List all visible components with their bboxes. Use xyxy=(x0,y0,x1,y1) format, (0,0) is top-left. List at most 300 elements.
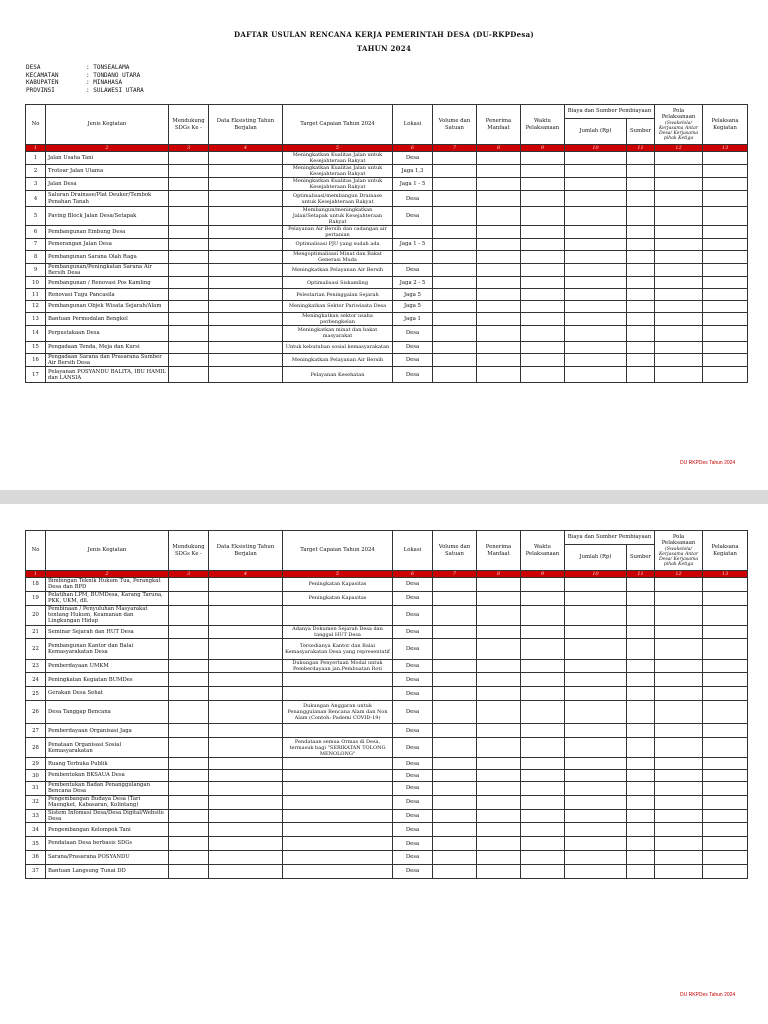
row-pola xyxy=(655,289,703,301)
row-target-capaian: Membangun/meningkatkan Jalan/Setapak untuk Kesejahteraan Rakyat xyxy=(283,207,393,226)
header-jumlah: Jumlah (Rp) xyxy=(565,545,627,571)
row-pola xyxy=(655,687,703,701)
row-lokasi: Jaga 1,3 xyxy=(393,165,433,178)
row-jenis-kegiatan: Sarana/Prasarana POSYANDU xyxy=(46,850,169,864)
row-jumlah xyxy=(565,207,627,226)
row-lokasi: Desa xyxy=(393,605,433,625)
row-lokasi xyxy=(393,250,433,263)
row-sdgs xyxy=(169,864,209,878)
row-volume xyxy=(433,659,477,673)
row-jumlah xyxy=(565,781,627,795)
row-jumlah xyxy=(565,312,627,325)
row-jumlah xyxy=(565,341,627,353)
row-volume xyxy=(433,758,477,770)
table-row xyxy=(26,823,748,837)
table-row xyxy=(26,301,748,313)
table-row xyxy=(26,165,748,178)
row-jenis-kegiatan: Gerakan Desa Sehat xyxy=(46,687,169,701)
row-sumber xyxy=(627,850,655,864)
header-target-capaian: Target Capaian Tahun 2024 xyxy=(283,105,393,145)
row-waktu xyxy=(521,277,565,289)
row-pelaksana xyxy=(703,809,748,823)
row-pelaksana xyxy=(703,864,748,878)
row-volume xyxy=(433,178,477,191)
row-penerima xyxy=(477,758,521,770)
row-target-capaian: Meningkatkan Pelayanan Air Bersih xyxy=(283,353,393,367)
row-penerima xyxy=(477,207,521,226)
table-row xyxy=(26,724,748,738)
row-jumlah xyxy=(565,795,627,809)
row-lokasi: Desa xyxy=(393,191,433,207)
row-volume xyxy=(433,837,477,851)
row-penerima xyxy=(477,250,521,263)
row-jenis-kegiatan: Pembentukan BKSAUA Desa xyxy=(46,770,169,782)
table-row xyxy=(26,191,748,207)
row-sdgs xyxy=(169,341,209,353)
header-pola-title: Pola Pelaksanaan xyxy=(661,533,696,547)
row-sdgs xyxy=(169,781,209,795)
header-sumber: Sumber xyxy=(627,119,655,145)
row-lokasi: Desa xyxy=(393,341,433,353)
row-pelaksana xyxy=(703,367,748,383)
table-row xyxy=(26,250,748,263)
row-jumlah xyxy=(565,289,627,301)
table-row xyxy=(26,325,748,341)
row-sumber xyxy=(627,301,655,313)
row-lokasi: Desa xyxy=(393,850,433,864)
row-volume xyxy=(433,239,477,251)
row-jenis-kegiatan: Pengembangan Kelompok Tani xyxy=(46,823,169,837)
row-sumber xyxy=(627,178,655,191)
row-sdgs xyxy=(169,226,209,239)
row-number: 6 xyxy=(26,226,46,239)
row-lokasi: Desa xyxy=(393,837,433,851)
row-waktu xyxy=(521,687,565,701)
row-lokasi: Jaga 5 xyxy=(393,289,433,301)
row-data-eksisting xyxy=(209,239,283,251)
row-jumlah xyxy=(565,673,627,687)
row-pola xyxy=(655,738,703,758)
row-pola xyxy=(655,263,703,277)
row-jumlah xyxy=(565,152,627,165)
row-target-capaian xyxy=(283,850,393,864)
header-jumlah: Jumlah (Rp) xyxy=(565,119,627,145)
row-volume xyxy=(433,250,477,263)
row-pelaksana xyxy=(703,325,748,341)
row-data-eksisting xyxy=(209,178,283,191)
row-sumber xyxy=(627,152,655,165)
rkp-table-page-2 xyxy=(25,530,748,879)
column-number: 7 xyxy=(433,571,477,578)
row-pola xyxy=(655,673,703,687)
row-lokasi: Desa xyxy=(393,578,433,592)
row-jumlah xyxy=(565,700,627,724)
row-lokasi: Desa xyxy=(393,781,433,795)
row-data-eksisting xyxy=(209,700,283,724)
row-number: 30 xyxy=(26,770,46,782)
row-target-capaian: Optimalisasi Siskamling xyxy=(283,277,393,289)
row-jenis-kegiatan: Jalan Desa xyxy=(46,178,169,191)
row-lokasi: Desa xyxy=(393,263,433,277)
row-number: 19 xyxy=(26,591,46,605)
row-target-capaian xyxy=(283,809,393,823)
row-lokasi: Desa xyxy=(393,809,433,823)
row-penerima xyxy=(477,325,521,341)
header-data-eksisting: Data Eksisting Tahun Berjalan xyxy=(209,105,283,145)
row-penerima xyxy=(477,687,521,701)
column-number: 11 xyxy=(627,145,655,152)
row-data-eksisting xyxy=(209,639,283,659)
table-row xyxy=(26,770,748,782)
row-sumber xyxy=(627,578,655,592)
row-volume xyxy=(433,591,477,605)
row-pelaksana xyxy=(703,823,748,837)
row-volume xyxy=(433,263,477,277)
row-volume xyxy=(433,864,477,878)
row-sumber xyxy=(627,367,655,383)
row-sumber xyxy=(627,659,655,673)
row-sumber xyxy=(627,864,655,878)
row-jumlah xyxy=(565,239,627,251)
row-volume xyxy=(433,341,477,353)
table-row xyxy=(26,263,748,277)
row-jenis-kegiatan: Sistem Infomasi Desa/Desa Digital/Website Desa xyxy=(46,809,169,823)
table-row xyxy=(26,850,748,864)
row-penerima xyxy=(477,341,521,353)
header-penerima-manfaat: Penerima Manfaat xyxy=(477,105,521,145)
row-waktu xyxy=(521,837,565,851)
row-pelaksana xyxy=(703,673,748,687)
row-target-capaian xyxy=(283,837,393,851)
row-waktu xyxy=(521,207,565,226)
row-pola xyxy=(655,625,703,639)
header-volume-satuan: Volume dan Satuan xyxy=(433,531,477,571)
row-jenis-kegiatan: Pelatihan LPM, BUMDesa, Karang Taruna, PKK, UKM, dll. xyxy=(46,591,169,605)
row-waktu xyxy=(521,301,565,313)
row-pelaksana xyxy=(703,639,748,659)
row-jumlah xyxy=(565,165,627,178)
row-target-capaian: Untuk kebutuhan sosial kemasyarakatan xyxy=(283,341,393,353)
row-target-capaian xyxy=(283,823,393,837)
row-sumber xyxy=(627,341,655,353)
row-waktu xyxy=(521,178,565,191)
row-sdgs xyxy=(169,605,209,625)
row-sdgs xyxy=(169,367,209,383)
table-row xyxy=(26,591,748,605)
row-jenis-kegiatan: Pemberdayaan Organisasi Jaga xyxy=(46,724,169,738)
header-pola-title: Pola Pelaksanaan xyxy=(661,107,696,121)
row-penerima xyxy=(477,781,521,795)
row-waktu xyxy=(521,639,565,659)
row-sdgs xyxy=(169,809,209,823)
column-number: 6 xyxy=(393,145,433,152)
row-pelaksana xyxy=(703,738,748,758)
table-row xyxy=(26,239,748,251)
row-jumlah xyxy=(565,758,627,770)
header-jenis-kegiatan: Jenis Kegiatan xyxy=(46,531,169,571)
row-lokasi: Jaga 1 - 5 xyxy=(393,239,433,251)
row-target-capaian xyxy=(283,758,393,770)
row-pola xyxy=(655,239,703,251)
column-number: 5 xyxy=(283,571,393,578)
row-pola xyxy=(655,795,703,809)
row-sdgs xyxy=(169,312,209,325)
row-volume xyxy=(433,809,477,823)
row-pelaksana xyxy=(703,152,748,165)
table-row xyxy=(26,837,748,851)
row-number: 7 xyxy=(26,239,46,251)
row-target-capaian: Peningkatan Kapasitas xyxy=(283,578,393,592)
row-sumber xyxy=(627,781,655,795)
info-row-provinsi: PROVINSI : SULAWESI UTARA xyxy=(26,86,144,94)
row-pola xyxy=(655,301,703,313)
row-waktu xyxy=(521,591,565,605)
row-jumlah xyxy=(565,191,627,207)
row-target-capaian: Meningkatkan sektor usaha perbengkelan xyxy=(283,312,393,325)
row-jumlah xyxy=(565,353,627,367)
column-number: 9 xyxy=(521,145,565,152)
row-pola xyxy=(655,639,703,659)
row-lokasi: Desa xyxy=(393,639,433,659)
row-number: 28 xyxy=(26,738,46,758)
row-sumber xyxy=(627,226,655,239)
row-penerima xyxy=(477,301,521,313)
header-data-eksisting: Data Eksisting Tahun Berjalan xyxy=(209,531,283,571)
row-number: 27 xyxy=(26,724,46,738)
row-target-capaian: Dukungan Anggaran untuk Penanggulanan Bencana Alam dan Non Alam (Contoh: Pademi COVID-19) xyxy=(283,700,393,724)
row-waktu xyxy=(521,864,565,878)
column-number: 8 xyxy=(477,571,521,578)
row-data-eksisting xyxy=(209,781,283,795)
row-lokasi: Desa xyxy=(393,591,433,605)
row-jenis-kegiatan: Peningkatan Kegiatan BUMDes xyxy=(46,673,169,687)
column-number: 13 xyxy=(703,145,748,152)
row-number: 12 xyxy=(26,301,46,313)
row-pelaksana xyxy=(703,178,748,191)
row-waktu xyxy=(521,578,565,592)
row-data-eksisting xyxy=(209,226,283,239)
row-penerima xyxy=(477,809,521,823)
row-jumlah xyxy=(565,659,627,673)
row-number: 23 xyxy=(26,659,46,673)
row-volume xyxy=(433,289,477,301)
row-pelaksana xyxy=(703,239,748,251)
row-lokasi: Desa xyxy=(393,738,433,758)
row-data-eksisting xyxy=(209,738,283,758)
row-data-eksisting xyxy=(209,837,283,851)
row-jumlah xyxy=(565,850,627,864)
row-penerima xyxy=(477,226,521,239)
row-pola xyxy=(655,191,703,207)
footer-note: DU RKPDes Tahun 2024 xyxy=(680,460,736,466)
row-number: 5 xyxy=(26,207,46,226)
row-sumber xyxy=(627,191,655,207)
row-sdgs xyxy=(169,850,209,864)
row-sumber xyxy=(627,758,655,770)
row-jumlah xyxy=(565,724,627,738)
row-data-eksisting xyxy=(209,207,283,226)
header-sdgs: Mendukung SDGs Ke - xyxy=(169,105,209,145)
row-penerima xyxy=(477,864,521,878)
table-row xyxy=(26,639,748,659)
row-data-eksisting xyxy=(209,165,283,178)
header-no: No xyxy=(26,105,46,145)
row-waktu xyxy=(521,781,565,795)
info-row-kabupaten: KABUPATEN : MINAHASA xyxy=(26,79,123,86)
row-sumber xyxy=(627,738,655,758)
row-jenis-kegiatan: Pendataan Desa berbasis SDGs xyxy=(46,837,169,851)
row-number: 25 xyxy=(26,687,46,701)
row-pelaksana xyxy=(703,578,748,592)
row-pola xyxy=(655,700,703,724)
row-volume xyxy=(433,353,477,367)
row-waktu xyxy=(521,226,565,239)
row-sumber xyxy=(627,724,655,738)
row-sdgs xyxy=(169,639,209,659)
header-lokasi: Lokasi xyxy=(393,531,433,571)
row-volume xyxy=(433,625,477,639)
row-sdgs xyxy=(169,289,209,301)
header-pola-desc: (Swakelola/ Kerjasama Antar Desa/ Kerjasama pihak Ketiga xyxy=(658,120,699,142)
row-pola xyxy=(655,864,703,878)
row-jumlah xyxy=(565,770,627,782)
row-sdgs xyxy=(169,823,209,837)
row-number: 14 xyxy=(26,325,46,341)
row-jenis-kegiatan: Ruang Terbuka Publik xyxy=(46,758,169,770)
row-data-eksisting xyxy=(209,591,283,605)
row-sdgs xyxy=(169,263,209,277)
table-row xyxy=(26,353,748,367)
row-number: 15 xyxy=(26,341,46,353)
row-data-eksisting xyxy=(209,605,283,625)
column-number: 2 xyxy=(46,145,169,152)
row-number: 8 xyxy=(26,250,46,263)
row-number: 21 xyxy=(26,625,46,639)
row-pelaksana xyxy=(703,781,748,795)
row-penerima xyxy=(477,591,521,605)
row-sdgs xyxy=(169,353,209,367)
row-lokasi: Jaga 5 xyxy=(393,301,433,313)
row-jenis-kegiatan: Renovasi Tugu Pancasila xyxy=(46,289,169,301)
column-number: 4 xyxy=(209,145,283,152)
row-volume xyxy=(433,700,477,724)
row-sumber xyxy=(627,605,655,625)
header-sdgs: Mendukung SDGs Ke - xyxy=(169,531,209,571)
row-waktu xyxy=(521,353,565,367)
row-number: 29 xyxy=(26,758,46,770)
column-number: 11 xyxy=(627,571,655,578)
row-pola xyxy=(655,165,703,178)
row-lokasi: Desa xyxy=(393,325,433,341)
row-data-eksisting xyxy=(209,250,283,263)
row-lokasi: Desa xyxy=(393,823,433,837)
table-row xyxy=(26,687,748,701)
row-target-capaian xyxy=(283,673,393,687)
row-penerima xyxy=(477,770,521,782)
row-number: 10 xyxy=(26,277,46,289)
row-number: 22 xyxy=(26,639,46,659)
row-sdgs xyxy=(169,250,209,263)
table-row xyxy=(26,226,748,239)
row-lokasi: Jaga 1 - 5 xyxy=(393,178,433,191)
row-data-eksisting xyxy=(209,191,283,207)
row-pelaksana xyxy=(703,758,748,770)
row-data-eksisting xyxy=(209,770,283,782)
page-1 xyxy=(0,0,768,490)
row-pelaksana xyxy=(703,263,748,277)
row-penerima xyxy=(477,263,521,277)
row-pola xyxy=(655,353,703,367)
row-waktu xyxy=(521,850,565,864)
row-target-capaian xyxy=(283,724,393,738)
column-number: 9 xyxy=(521,571,565,578)
row-number: 20 xyxy=(26,605,46,625)
row-sdgs xyxy=(169,152,209,165)
row-number: 3 xyxy=(26,178,46,191)
row-jenis-kegiatan: Pembangunan Sarana Olah Raga xyxy=(46,250,169,263)
row-target-capaian: Mengoptimalisasi Minat dan Bakat Generasi Muda xyxy=(283,250,393,263)
row-lokasi: Desa xyxy=(393,673,433,687)
row-volume xyxy=(433,724,477,738)
row-waktu xyxy=(521,673,565,687)
row-pola xyxy=(655,250,703,263)
row-sumber xyxy=(627,239,655,251)
row-jenis-kegiatan: Pembangunan Objek Wisata Sejarah/Alam xyxy=(46,301,169,313)
row-data-eksisting xyxy=(209,353,283,367)
row-lokasi: Desa xyxy=(393,795,433,809)
header-pola-pelaksanaan xyxy=(655,105,703,145)
row-jumlah xyxy=(565,277,627,289)
row-lokasi: Jaga 2 - 5 xyxy=(393,277,433,289)
row-waktu xyxy=(521,325,565,341)
row-number: 26 xyxy=(26,700,46,724)
row-jumlah xyxy=(565,578,627,592)
column-number: 2 xyxy=(46,571,169,578)
row-target-capaian: Meningkatkan Sektor Pariwisata Desa xyxy=(283,301,393,313)
row-number: 2 xyxy=(26,165,46,178)
row-sdgs xyxy=(169,239,209,251)
row-volume xyxy=(433,673,477,687)
row-target-capaian: Optimalisasi/membangun Drainase untuk Kesejahteraan Rakyat xyxy=(283,191,393,207)
row-sumber xyxy=(627,625,655,639)
row-sumber xyxy=(627,837,655,851)
header-target-capaian: Target Capaian Tahun 2024 xyxy=(283,531,393,571)
row-data-eksisting xyxy=(209,341,283,353)
row-sumber xyxy=(627,591,655,605)
header-pola-pelaksanaan xyxy=(655,531,703,571)
header-no: No xyxy=(26,531,46,571)
rkp-table-page-1 xyxy=(25,104,748,383)
row-waktu xyxy=(521,289,565,301)
row-jumlah xyxy=(565,625,627,639)
row-pelaksana xyxy=(703,277,748,289)
row-jenis-kegiatan: Pembangunan Embung Desa xyxy=(46,226,169,239)
row-pola xyxy=(655,591,703,605)
row-data-eksisting xyxy=(209,795,283,809)
row-target-capaian: Pelayanan Kesehatan xyxy=(283,367,393,383)
row-target-capaian: Meningkatkan Kualitas Jalan untuk Kesejahteraan Rakyat xyxy=(283,152,393,165)
row-jumlah xyxy=(565,250,627,263)
row-number: 35 xyxy=(26,837,46,851)
row-penerima xyxy=(477,700,521,724)
header-pola-desc: (Swakelola/ Kerjasama Antar Desa/ Kerjasama pihak Ketiga xyxy=(658,546,699,568)
row-jenis-kegiatan: Trotoar Jalan Utama xyxy=(46,165,169,178)
row-jenis-kegiatan: Pemberdayaan UMKM xyxy=(46,659,169,673)
row-target-capaian: Pelestarian Peninggalan Sejarah xyxy=(283,289,393,301)
row-data-eksisting xyxy=(209,312,283,325)
document-year: TAHUN 2024 xyxy=(356,44,412,53)
row-target-capaian xyxy=(283,795,393,809)
